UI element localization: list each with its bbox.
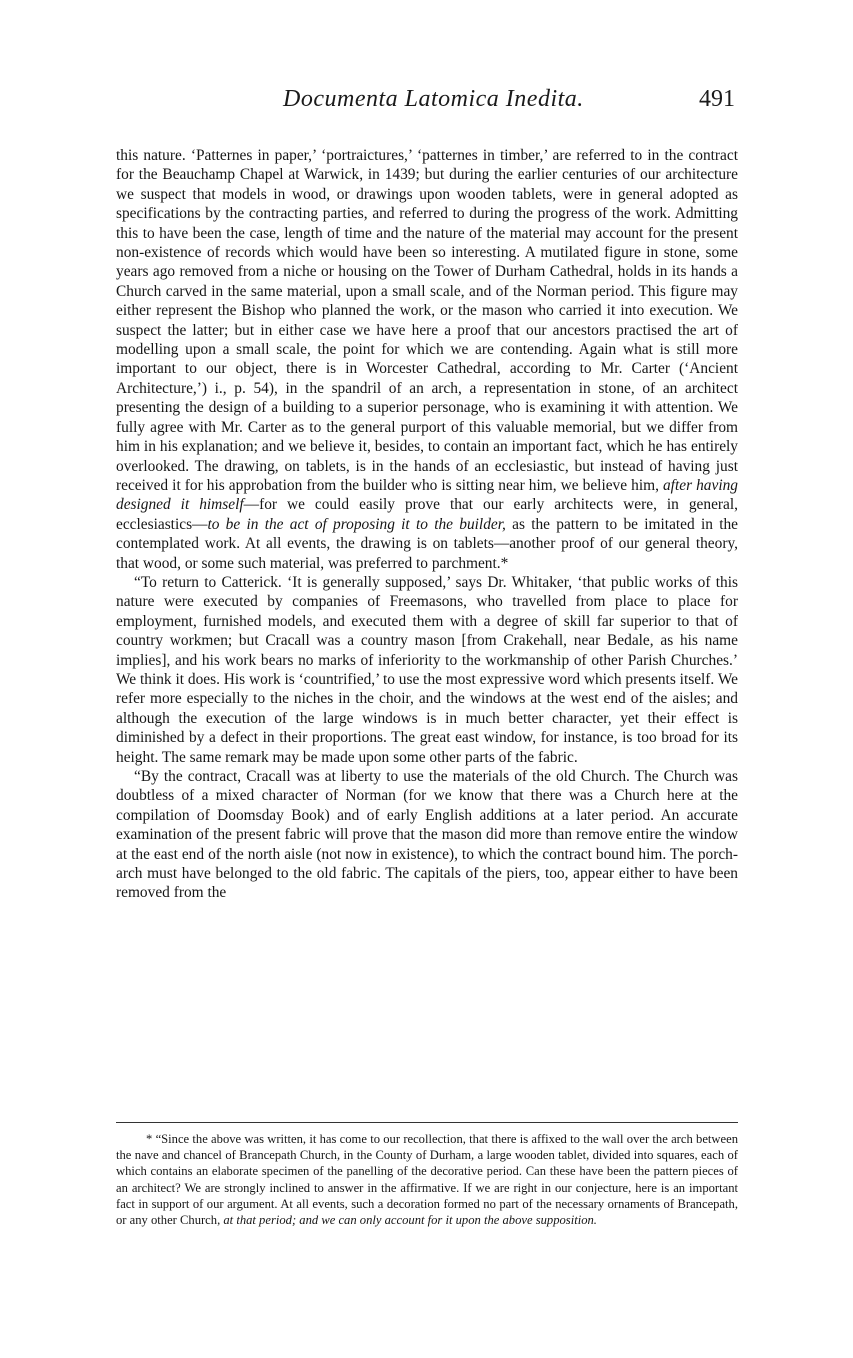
paragraph-1 bbox=[116, 146, 738, 573]
italic-run: after having designed it himself bbox=[116, 476, 738, 514]
running-title: Documenta Latomica Inedita. bbox=[283, 86, 584, 112]
text-run: * “Since the above was written, it has come to our recollection, that there is affixed to the wall over the arch between the nave and chancel of Brancepath Church, in the County of Durham, a large wooden tablet, divided into squares, each of which contains an elaborate specimen of the panelling of the decorative period. Can these have been the pattern pieces of an architect? We are strongly inclined to answer in the affirmative. If we are right in our conjecture, here is an important fact in support of our argument. At all events, such a decoration formed no part of the necessary ornaments of Brancepath, or any other Church, bbox=[116, 1132, 738, 1228]
text-run: —for we could easily prove that our early architects were, in general, ecclesiastics— bbox=[116, 496, 738, 533]
italic-run: at that period; and we can only account for it upon the above supposition. bbox=[223, 1213, 597, 1228]
footnote-divider bbox=[116, 1122, 738, 1123]
text-run: as the pattern to be imitated in the contemplated work. At all events, the drawing is on tablets—another proof of our general theory, that wood, or some such material, was preferred to parchment.* bbox=[116, 515, 738, 572]
text-run: this nature. ‘Patternes in paper,’ ‘portraictures,’ ‘patternes in timber,’ are referred to in the contract for the Beauchamp Chapel at Warwick, in 1439; but during the earlier centuries of our architecture we suspect that models in wood, or drawings upon wooden tablets, were in general adopted as specifications by the contracting parties, and referred to during the progress of the work. Admitting this to have been the case, length of time and the nature of the material may account for the present non-existence of records which would have been so interesting. A mutilated figure in stone, some years ago removed from a niche or housing on the Tower of Durham Cathedral, holds in its hands a Church carved in the same material, upon a small scale, and of the Norman period. This figure may either represent the Bishop who planned the work, or the mason who carried it into execution. We suspect the latter; but in either case we have here a proof that our ancestors practised the art of modelling upon a small scale, the point for which we are contending. Again what is still more important to our object, there is in Worcester Cathedral, according to Mr. Carter (‘Ancient Architecture,’) i., p. 54), in the spandril of an arch, a representation in stone, of an architect presenting the design of a building to a superior personage, who is examining it with attention. We fully agree with Mr. Carter as to the general purport of this valuable memorial, but we differ from him in his explanation; and we believe it, besides, to contain an important fact, which he has entirely overlooked. The drawing, on tablets, is in the hands of an ecclesiastic, but instead of having just received it for his approbation from the builder who is sitting near him, we believe him, bbox=[116, 147, 738, 494]
footnote-text bbox=[116, 1131, 738, 1228]
page-number: 491 bbox=[699, 86, 735, 112]
paragraph-3 bbox=[116, 767, 738, 903]
paragraph-2 bbox=[116, 573, 738, 767]
body-text bbox=[116, 146, 738, 903]
text-run: “To return to Catterick. ‘It is generally supposed,’ says Dr. Whitaker, ‘that public works of this nature were executed by companies of Freemasons, who travelled from place to place for employment, furnished models, and executed them with a degree of skill far superior to that of country workmen; but Cracall was a country mason [from Crakehall, near Bedale, as his name implies], and his work bears no marks of inferiority to the workmanship of other Parish Churches.’ We think it does. His work is ‘countrified,’ to use the most expressive word which presents itself. We refer more especially to the niches in the choir, and the windows at the west end of the aisles; and although the execution of the large windows is in much better character, yet their effect is diminished by a defect in their proportions. The great east window, for instance, is too broad for its height. The same remark may be made upon some other parts of the fabric. bbox=[116, 573, 738, 766]
italic-run: to be in the act of proposing it to the builder, bbox=[207, 515, 506, 533]
footnote bbox=[116, 1131, 738, 1228]
text-run: “By the contract, Cracall was at liberty to use the materials of the old Church. The Church was doubtless of a mixed character of Norman (for we know that there was a Church here at the compilation of Doomsday Book) and of early English additions at a later period. An accurate examination of the present fabric will prove that the mason did more than remove entire the window at the east end of the north aisle (not now in existence), to which the contract bound him. The porch-arch must have belonged to the old fabric. The capitals of the piers, too, appear either to have been removed from the bbox=[116, 768, 738, 902]
